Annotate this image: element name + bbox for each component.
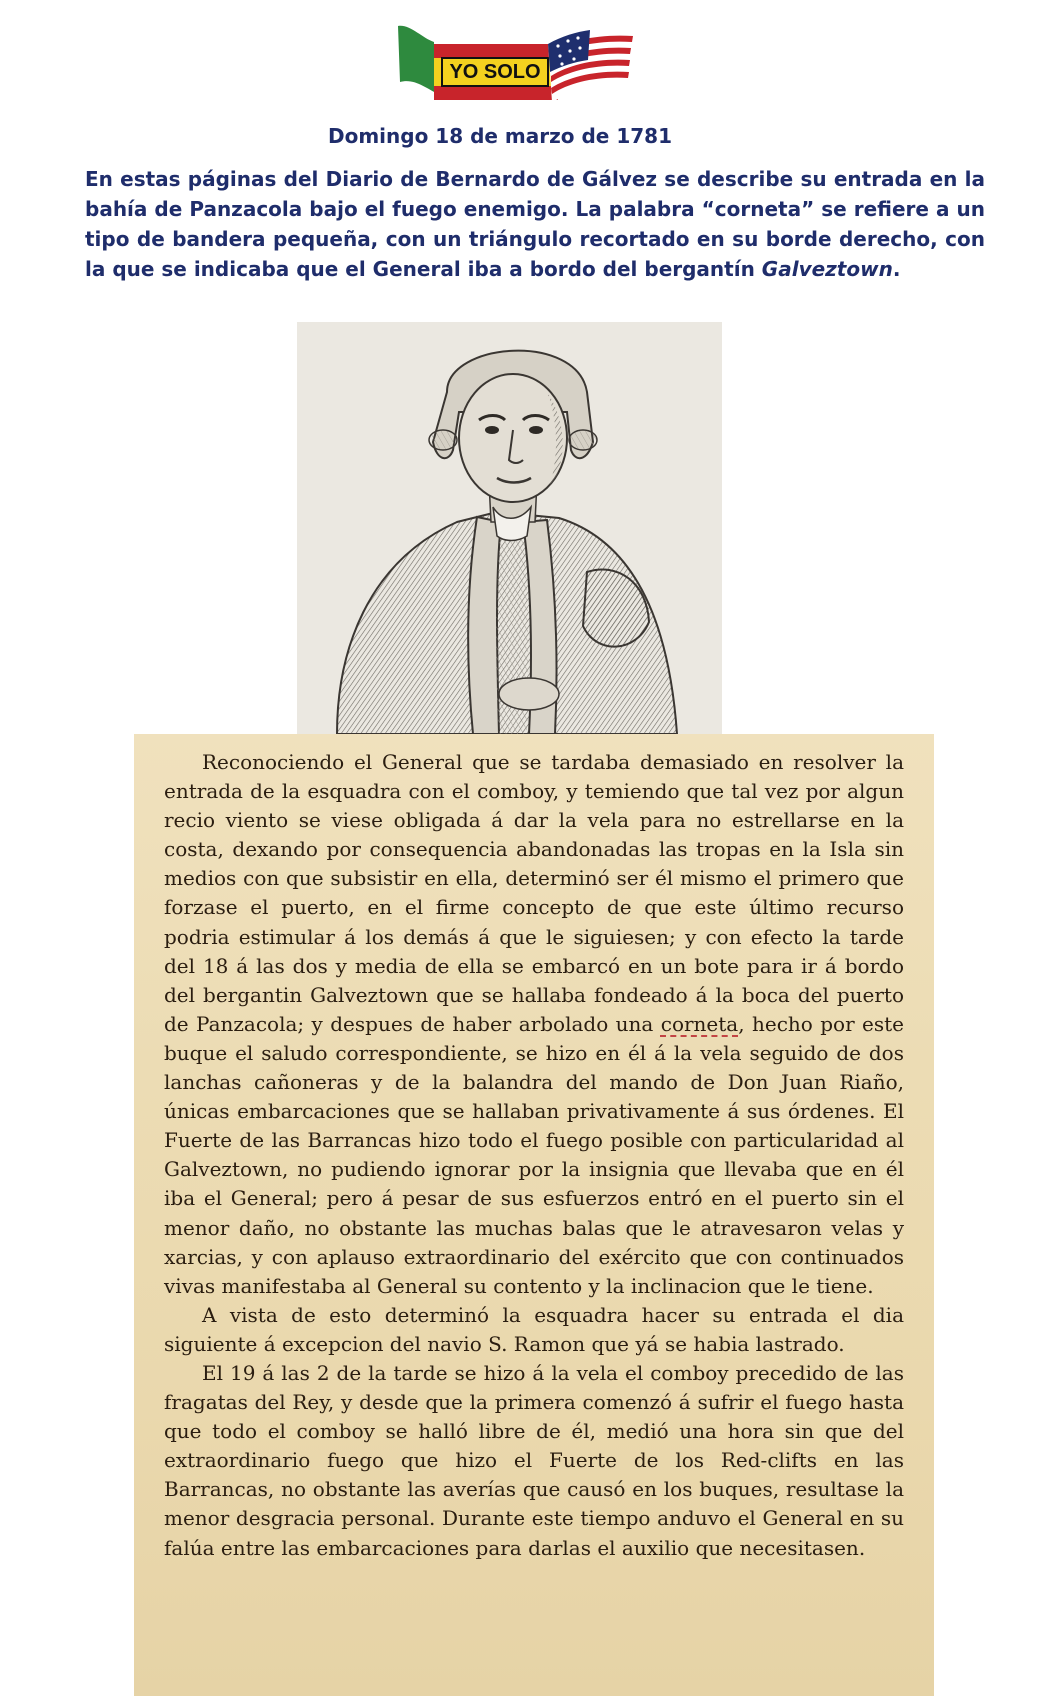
eye-left bbox=[485, 426, 499, 434]
hand bbox=[499, 678, 559, 710]
intro-text: En estas páginas del Diario de Bernardo de Gálvez se describe su entrada en la bahía de Panzacola bajo el fuego enemigo. La palabra “corneta” se refiere a un tipo de bandera pequeña, con un triángulo recortado en su borde derecho, con la que se indicaba que el General iba a bordo del bergantín bbox=[85, 167, 985, 281]
diary-paragraph-1 bbox=[164, 748, 904, 1301]
mexico-flag-green bbox=[398, 26, 438, 94]
coat-lapel-left bbox=[468, 517, 501, 734]
diary-word-corneta: corneta bbox=[660, 1011, 739, 1036]
usa-flag bbox=[548, 28, 634, 102]
intro-ship-name: Galveztown bbox=[761, 257, 893, 281]
diary-paragraph-2: A vista de esto determinó la esquadra hacer su entrada el dia siguiente á excepcion del navio S. Ramon que yá se habia lastrado. bbox=[164, 1302, 904, 1356]
logo-text: YO SOLO bbox=[449, 61, 541, 83]
diary-p1-end: , hecho por este buque el saludo correspondiente, se hizo en él á la vela seguido de dos lanchas cañoneras y de la balandra del mando de Don Juan Riaño, únicas embarcaciones que se hallaban privativamente á sus órdenes. El Fuerte de las Barrancas hizo todo el fuego posible con particularidad al Galveztown, no pudiendo ignorar por la insignia que llevaba que en él iba el General; pero á pesar de sus esfuerzos entró en el puerto sin el menor daño, no obstante las muchas balas que le atravesaron velas y xarcias, y con aplauso extraordinario del exército que con continuados vivas manifestaba al General su contento y la inclinacion que le tiene. bbox=[164, 1011, 904, 1298]
banner-red-top bbox=[434, 44, 558, 58]
intro-paragraph bbox=[85, 164, 985, 284]
diary-page-scan bbox=[134, 734, 934, 1696]
portrait-illustration bbox=[297, 322, 722, 734]
diary-p1-start: Reconociendo el General que se tardaba demasiado en resolver la entrada de la esquadra con el comboy, y temiendo que tal vez por algun recio viento se viese obligada á dar la vela para no estrellarse en la costa, dexando por consequencia abandonadas las tropas en la Isla sin medios con que subsistir en ella, determinó ser él mismo el primero que forzase el puerto, en el firme concepto de que este último recurso podria estimular á los demás á que le siguiesen; y con efecto la tarde del 18 á las dos y media de ella se embarcó en un bote para ir á bordo del bergantin Galveztown que se hallaba fondeado á la boca del puerto de Panzacola; y despues de haber arbolado una bbox=[164, 750, 904, 1036]
date-heading: Domingo 18 de marzo de 1781 bbox=[328, 124, 672, 148]
banner-red-bottom bbox=[434, 86, 558, 100]
wig-curl-right bbox=[569, 430, 597, 450]
intro-end: . bbox=[892, 257, 901, 281]
yo-solo-logo bbox=[392, 8, 644, 112]
diary-paragraph-3: El 19 á las 2 de la tarde se hizo á la vela el comboy precedido de las fragatas del Rey, y desde que la primera comenzó á sufrir el fuego hasta que todo el comboy se halló libre de él, medió una hora sin que del extraordinario fuego que hizo el Fuerte de los Red-clifts en las Barrancas, no obstante las averías que causó en los buques, resultase la menor desgracia personal. Durante este tiempo anduvo el General en su falúa entre las embarcaciones para darlas el auxilio que necesitasen. bbox=[164, 1360, 904, 1560]
wig-curl-left bbox=[429, 430, 457, 450]
portrait-engraving bbox=[297, 322, 722, 734]
eye-right bbox=[529, 426, 543, 434]
